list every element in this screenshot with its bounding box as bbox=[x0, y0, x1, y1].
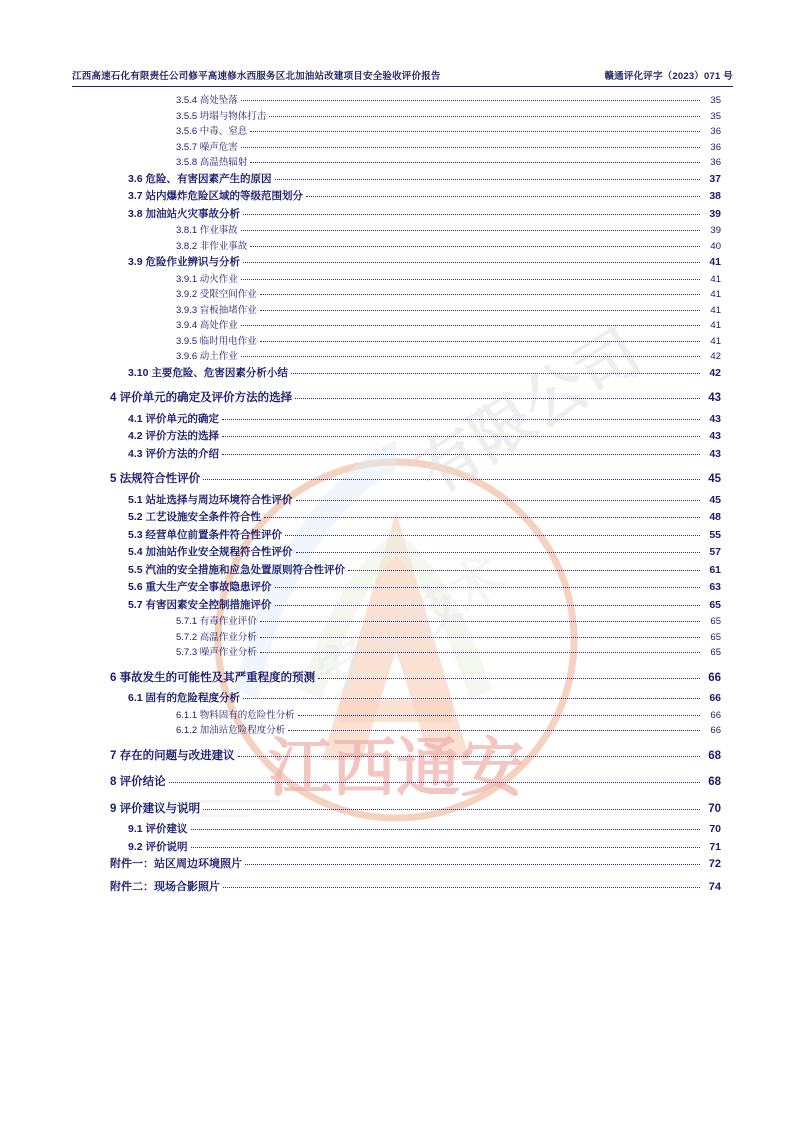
toc-entry-page: 57 bbox=[709, 546, 721, 558]
toc-entry-label: 附件二：现场合影照片 bbox=[110, 881, 220, 893]
toc-entry-page: 40 bbox=[710, 240, 721, 252]
toc-leader-dots bbox=[191, 847, 700, 848]
toc-entry-page: 43 bbox=[708, 392, 721, 404]
toc-entry[interactable] bbox=[110, 275, 721, 285]
toc-entry-label: 6.1 固有的危险程度分析 bbox=[128, 692, 241, 704]
toc-entry-label: 3.9.2 受限空间作业 bbox=[176, 289, 257, 300]
toc-entry-label: 3.8 加油站火灾事故分析 bbox=[128, 207, 241, 220]
toc-leader-dots bbox=[241, 230, 700, 231]
toc-entry-page: 41 bbox=[710, 304, 721, 316]
toc-entry[interactable] bbox=[110, 673, 721, 685]
toc-entry-page: 74 bbox=[708, 881, 721, 893]
toc-entry[interactable] bbox=[110, 158, 721, 168]
toc-entry[interactable] bbox=[110, 127, 721, 137]
page-header bbox=[72, 68, 733, 82]
toc-leader-dots bbox=[348, 570, 700, 571]
toc-entry-page: 71 bbox=[709, 840, 721, 853]
toc-entry[interactable] bbox=[110, 512, 721, 523]
toc-entry[interactable] bbox=[110, 306, 721, 316]
toc-entry[interactable] bbox=[110, 226, 721, 236]
toc-entry-label: 5.5 汽油的安全措施和应急处置原则符合性评价 bbox=[128, 563, 346, 576]
toc-leader-dots bbox=[203, 479, 700, 480]
toc-entry-page: 70 bbox=[709, 823, 721, 835]
toc-leader-dots bbox=[298, 715, 700, 716]
toc-leader-dots bbox=[260, 294, 700, 295]
toc-entry-page: 48 bbox=[709, 511, 721, 523]
toc-entry-page: 65 bbox=[710, 647, 721, 658]
toc-leader-dots bbox=[243, 214, 700, 215]
toc-entry[interactable] bbox=[110, 633, 721, 643]
toc-entry[interactable] bbox=[110, 859, 721, 870]
toc-entry-label: 5.6 重大生产安全事故隐患评价 bbox=[128, 581, 272, 593]
toc-entry-page: 38 bbox=[709, 190, 721, 202]
toc-leader-dots bbox=[191, 829, 700, 830]
toc-leader-dots bbox=[222, 454, 700, 455]
toc-entry-page: 66 bbox=[710, 725, 721, 736]
toc-entry[interactable] bbox=[110, 804, 721, 816]
toc-entry-page: 55 bbox=[709, 528, 721, 541]
toc-entry-page: 41 bbox=[709, 256, 721, 268]
toc-entry[interactable] bbox=[110, 352, 721, 362]
svg-text:安全技术: 安全技术 bbox=[306, 545, 516, 707]
toc-leader-dots bbox=[288, 730, 700, 731]
toc-entry-page: 41 bbox=[710, 335, 721, 347]
toc-leader-dots bbox=[275, 179, 700, 180]
toc-leader-dots bbox=[260, 310, 700, 311]
toc-entry-label: 4.2 评价方法的选择 bbox=[128, 430, 220, 442]
toc-entry-page: 42 bbox=[710, 351, 721, 362]
toc-entry-page: 41 bbox=[710, 273, 721, 285]
toc-entry[interactable] bbox=[110, 617, 721, 627]
toc-entry[interactable] bbox=[110, 582, 721, 593]
toc-entry-label: 3.5.4 高处坠落 bbox=[176, 95, 238, 106]
toc-entry-page: 36 bbox=[710, 157, 721, 168]
toc-entry[interactable] bbox=[110, 711, 721, 721]
toc-entry-page: 37 bbox=[709, 172, 721, 185]
toc-entry[interactable] bbox=[110, 337, 721, 347]
toc-leader-dots bbox=[250, 246, 700, 247]
toc-entry-page: 36 bbox=[710, 126, 721, 137]
header-divider bbox=[72, 86, 733, 87]
toc-entry[interactable] bbox=[110, 726, 721, 736]
toc-entry[interactable] bbox=[110, 112, 721, 122]
toc-leader-dots bbox=[222, 436, 700, 437]
toc-leader-dots bbox=[222, 419, 700, 420]
toc-entry-label: 4.3 评价方法的介绍 bbox=[128, 447, 220, 460]
toc-leader-dots bbox=[223, 887, 700, 888]
toc-entry-label: 3.8.1 作业事故 bbox=[176, 225, 238, 236]
toc-entry-label: 6 事故发生的可能性及其严重程度的预测 bbox=[110, 671, 316, 684]
toc-entry-label: 9.1 评价建议 bbox=[128, 823, 188, 835]
toc-entry[interactable] bbox=[110, 368, 721, 379]
toc-entry-page: 41 bbox=[710, 289, 721, 300]
toc-entry-page: 65 bbox=[709, 598, 721, 611]
toc-entry[interactable] bbox=[110, 321, 721, 331]
toc-entry-page: 68 bbox=[708, 776, 721, 788]
toc-entry[interactable] bbox=[110, 648, 721, 658]
toc-leader-dots bbox=[306, 196, 700, 197]
toc-entry-page: 66 bbox=[709, 692, 721, 704]
toc-entry-page: 39 bbox=[709, 207, 721, 220]
toc-entry[interactable] bbox=[110, 530, 721, 541]
toc-entry-label: 3.9.5 临时用电作业 bbox=[176, 335, 257, 347]
toc-entry-label: 3.9.4 高处作业 bbox=[176, 320, 238, 331]
toc-entry[interactable] bbox=[110, 842, 721, 853]
toc-leader-dots bbox=[250, 131, 700, 132]
toc-entry-label: 3.5.6 中毒、窒息 bbox=[176, 126, 248, 137]
toc-entry-label: 5.4 加油站作业安全规程符合性评价 bbox=[128, 546, 293, 558]
toc-leader-dots bbox=[243, 698, 700, 699]
toc-entry-label: 6.1.1 物料固有的危险性分析 bbox=[176, 709, 295, 721]
header-right-code: 赣通评化评字（2023）071 号 bbox=[604, 71, 733, 82]
toc-entry-label: 3.9 危险作业辨识与分析 bbox=[128, 256, 241, 268]
toc-leader-dots bbox=[260, 621, 700, 622]
toc-entry-label: 9.2 评价说明 bbox=[128, 840, 188, 853]
toc-entry-page: 65 bbox=[710, 616, 721, 627]
toc-leader-dots bbox=[275, 587, 700, 588]
toc-entry-label: 3.5.8 高温热辐射 bbox=[176, 157, 248, 168]
toc-leader-dots bbox=[260, 341, 700, 342]
toc-entry-label: 3.9.3 盲板抽堵作业 bbox=[176, 304, 257, 316]
toc-entry-page: 65 bbox=[710, 631, 721, 643]
toc-entry-page: 43 bbox=[709, 447, 721, 460]
toc-leader-dots bbox=[296, 500, 700, 501]
toc-entry[interactable] bbox=[110, 751, 721, 763]
toc-entry[interactable] bbox=[110, 693, 721, 704]
toc-entry-page: 63 bbox=[709, 581, 721, 593]
toc-entry[interactable] bbox=[110, 143, 721, 153]
toc-leader-dots bbox=[241, 356, 700, 357]
toc-entry-page: 66 bbox=[708, 671, 721, 684]
toc-entry-label: 4 评价单元的确定及评价方法的选择 bbox=[110, 392, 293, 404]
toc-leader-dots bbox=[291, 373, 700, 374]
toc-entry-page: 39 bbox=[710, 225, 721, 236]
toc-leader-dots bbox=[169, 782, 700, 783]
toc-entry-label: 5 法规符合性评价 bbox=[110, 473, 201, 485]
toc-entry-label: 5.3 经营单位前置条件符合性评价 bbox=[128, 528, 283, 541]
table-of-contents bbox=[110, 96, 721, 905]
toc-entry-label: 5.7 有害因素安全控制措施评价 bbox=[128, 598, 272, 611]
toc-entry-label: 5.2 工艺设施安全条件符合性 bbox=[128, 511, 262, 523]
toc-leader-dots bbox=[238, 756, 700, 757]
toc-entry[interactable] bbox=[110, 449, 721, 460]
toc-leader-dots bbox=[295, 398, 700, 399]
toc-entry[interactable] bbox=[110, 257, 721, 268]
toc-leader-dots bbox=[250, 162, 700, 163]
toc-entry[interactable] bbox=[110, 242, 721, 252]
toc-entry-page: 42 bbox=[709, 366, 721, 379]
toc-entry-label: 3.5.7 噪声危害 bbox=[176, 141, 238, 153]
toc-leader-dots bbox=[243, 262, 700, 263]
toc-entry[interactable] bbox=[110, 547, 721, 558]
toc-entry[interactable] bbox=[110, 495, 721, 506]
toc-leader-dots bbox=[264, 517, 700, 518]
toc-entry-label: 附件一：站区周边环境照片 bbox=[110, 858, 242, 870]
toc-leader-dots bbox=[241, 147, 700, 148]
toc-entry-label: 3.5.5 坍塌与物体打击 bbox=[176, 110, 267, 122]
svg-text:有限公司: 有限公司 bbox=[404, 315, 654, 509]
toc-entry[interactable] bbox=[110, 565, 721, 576]
toc-leader-dots bbox=[296, 552, 700, 553]
toc-entry-label: 8 评价结论 bbox=[110, 776, 166, 788]
toc-entry-label: 9 评价建议与说明 bbox=[110, 802, 201, 815]
toc-entry-label: 5.7.3 噪声作业分析 bbox=[176, 647, 257, 658]
toc-leader-dots bbox=[260, 637, 700, 638]
toc-entry-label: 3.6 危险、有害因素产生的原因 bbox=[128, 172, 272, 185]
toc-entry-page: 61 bbox=[709, 563, 721, 576]
toc-entry-page: 35 bbox=[710, 110, 721, 122]
toc-entry[interactable] bbox=[110, 209, 721, 220]
toc-leader-dots bbox=[203, 809, 700, 810]
toc-entry-page: 45 bbox=[709, 493, 721, 506]
toc-entry[interactable] bbox=[110, 96, 721, 106]
toc-entry[interactable] bbox=[110, 474, 721, 486]
toc-entry-label: 5.7.2 高温作业分析 bbox=[176, 631, 257, 643]
toc-entry[interactable] bbox=[110, 431, 721, 442]
toc-entry-page: 70 bbox=[708, 802, 721, 815]
toc-entry-label: 5.1 站址选择与周边环境符合性评价 bbox=[128, 493, 293, 506]
toc-entry[interactable] bbox=[110, 174, 721, 185]
toc-leader-dots bbox=[260, 652, 700, 653]
toc-entry-label: 6.1.2 加油站危险程度分析 bbox=[176, 725, 286, 736]
toc-entry-label: 4.1 评价单元的确定 bbox=[128, 412, 220, 425]
toc-entry[interactable] bbox=[110, 414, 721, 425]
toc-leader-dots bbox=[285, 535, 700, 536]
toc-entry[interactable] bbox=[110, 393, 721, 405]
toc-entry-label: 5.7.1 有毒作业评价 bbox=[176, 616, 257, 627]
toc-entry-label: 3.9.6 动土作业 bbox=[176, 351, 238, 362]
toc-entry-page: 45 bbox=[708, 473, 721, 485]
toc-leader-dots bbox=[245, 864, 700, 865]
toc-leader-dots bbox=[269, 116, 700, 117]
toc-leader-dots bbox=[241, 325, 700, 326]
toc-leader-dots bbox=[241, 100, 700, 101]
header-left-title: 江西高速石化有限责任公司修平高速修水西服务区北加油站改建项目安全验收评价报告 bbox=[72, 71, 441, 82]
toc-entry-label: 7 存在的问题与改进建议 bbox=[110, 749, 235, 762]
toc-entry-page: 66 bbox=[710, 709, 721, 721]
toc-entry[interactable] bbox=[110, 882, 721, 893]
toc-entry-label: 3.9.1 动火作业 bbox=[176, 273, 238, 285]
toc-entry[interactable] bbox=[110, 777, 721, 789]
toc-leader-dots bbox=[241, 279, 700, 280]
toc-leader-dots bbox=[275, 605, 700, 606]
toc-entry[interactable] bbox=[110, 824, 721, 835]
toc-entry-page: 72 bbox=[708, 858, 721, 870]
toc-entry[interactable] bbox=[110, 600, 721, 611]
toc-entry-page: 36 bbox=[710, 141, 721, 153]
toc-leader-dots bbox=[318, 678, 700, 679]
toc-entry-label: 3.10 主要危险、危害因素分析小结 bbox=[128, 366, 288, 379]
toc-entry[interactable] bbox=[110, 290, 721, 300]
toc-entry-page: 43 bbox=[709, 412, 721, 425]
toc-entry-page: 68 bbox=[708, 749, 721, 762]
toc-entry-page: 35 bbox=[710, 95, 721, 106]
toc-entry-page: 43 bbox=[709, 430, 721, 442]
toc-entry-label: 3.8.2 非作业事故 bbox=[176, 240, 248, 252]
svg-text:江西通安: 江西通安 bbox=[268, 732, 524, 806]
toc-entry-label: 3.7 站内爆炸危险区域的等级范围划分 bbox=[128, 190, 304, 202]
toc-entry-page: 41 bbox=[710, 320, 721, 331]
toc-entry[interactable] bbox=[110, 191, 721, 202]
